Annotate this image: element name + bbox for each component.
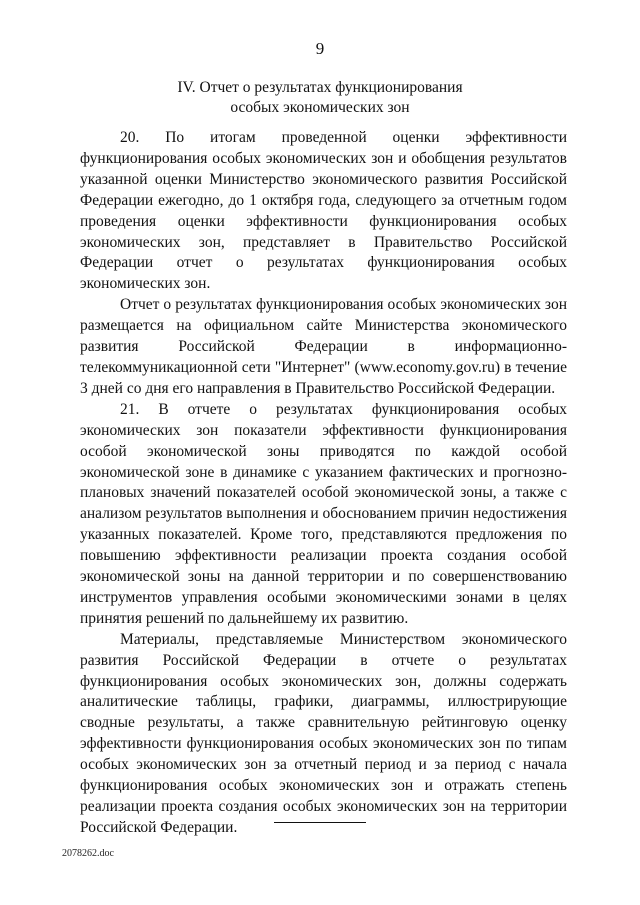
paragraph-20: 20. По итогам проведенной оценки эффективности функционирования особых экономических зон и обобщения результатов указанной оценки Министерство экономического развития Российской Федерации ежегодно, до 1 октября года, следующего за отчетным годом проведения оценки эффективности функционирования особых экономических зон, представляет в Правительство Российской Федерации отчет о результатах функционирования особых экономических зон. xyxy=(80,129,567,293)
paragraph-21: 21. В отчете о результатах функционирования особых экономических зон показатели эффективности функционирования особой экономической зоны приводятся по каждой особой экономической зоне в динамике с указанием фактических и прогнозно-плановых значений показателей особой экономической зоны, а также с анализом результатов выполнения и обоснованием причин недостижения указанных показателей. Кроме того, представляются предложения по повышению эффективности реализации проекта создания особой экономической зоны на данной территории и по совершенствованию инструментов управления особыми экономическими зонами в целях принятия решений по дальнейшему их развитию. xyxy=(80,400,567,627)
page-number: 9 xyxy=(315,39,325,58)
section-heading xyxy=(60,78,580,118)
separator-line xyxy=(274,822,366,823)
document-code: 2078262.doc xyxy=(62,848,114,859)
document-body xyxy=(80,128,567,839)
section-title-line-1: IV. Отчет о результатах функционирования xyxy=(177,79,463,96)
paragraph-materials: Материалы, представляемые Министерством экономического развития Российской Федерации в отчете о результатах функционирования особых экономических зон, должны содержать аналитические таблицы, графики, диаграммы, иллюстрирующие сводные результаты, а также сравнительную рейтинговую оценку эффективности функционирования особых экономических зон по типам особых экономических зон за отчетный период и за период с начала функционирования особых экономических зон и отражать степень реализации проекта создания особых экономических зон на территории Российской Федерации. xyxy=(80,630,567,836)
paragraph-report-publication: Отчет о результатах функционирования особых экономических зон размещается на официальном сайте Министерства экономического развития Российской Федерации в информационно-телекоммуникационной сети "Интернет" (www.economy.gov.ru) в течение 3 дней со дня его направления в Правительство Российской Федерации. xyxy=(80,296,567,397)
section-title-line-2: особых экономических зон xyxy=(230,99,410,116)
